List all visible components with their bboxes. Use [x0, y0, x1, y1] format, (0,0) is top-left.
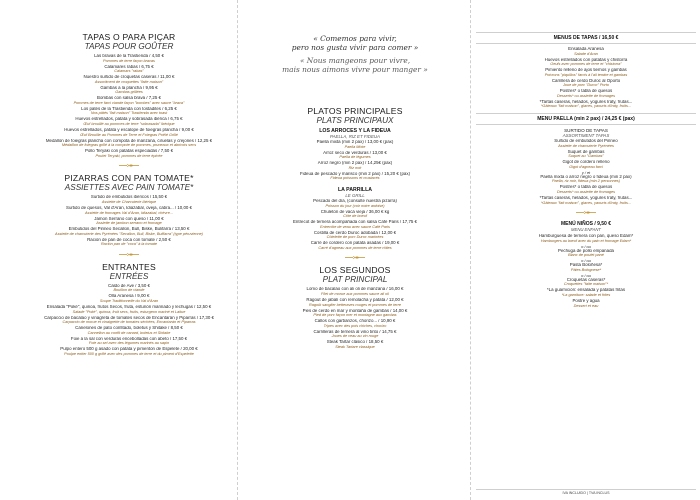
- menu-ninos-list: [476, 234, 696, 308]
- menu-item: [476, 150, 696, 159]
- menu-item: [244, 161, 466, 170]
- menu-item: [244, 220, 466, 229]
- menu-item: [476, 58, 696, 67]
- menu-item: [244, 151, 466, 160]
- menu-item-name: Costilla de cerdo Duroc adobada / 12,00 €: [313, 230, 397, 235]
- menu-item-name: Suquet de gambas: [567, 149, 605, 154]
- menu-paella-title: MENU PAELLA (min 2 pax) / 24,25 € (pax): [476, 113, 696, 125]
- menu-item-translation: Côte de boeuf: [343, 214, 367, 219]
- menu-item-translation: Ragoût sanglier betteraves rouges et pommes de terre: [308, 302, 402, 307]
- menu-item-translation: Médaillon de foiegras grillé à la compote de pommes, pruneaux et abricots secs: [61, 143, 197, 148]
- menu-item-translation: Filet de morue aux pommes sauce ali oli: [321, 292, 389, 297]
- menu-item-translation: Gambas grillées: [115, 90, 143, 95]
- menu-item-translation: Ración pan de "coca" à la tomate: [100, 242, 158, 247]
- menu-item-name: Croquetas caseras*: [566, 277, 606, 282]
- menu-item-translation: Riz noir: [348, 165, 362, 170]
- menu-item: [244, 231, 466, 240]
- menu-item: [244, 319, 466, 328]
- menu-item: [244, 172, 466, 181]
- menu-item: [18, 75, 240, 84]
- menu-item: [476, 249, 696, 258]
- menu-item: [18, 227, 240, 236]
- menu-item-name: Bombas con salsa brava / 7,25 €: [97, 96, 161, 101]
- menu-paella-list: [476, 139, 696, 169]
- menu-item-name: Ensalada Aranesa: [568, 47, 604, 51]
- menu-item-name: Pechuga de pollo empanada: [558, 248, 614, 253]
- menu-item-name: Jamon Serrano con queso / 11,00 €: [94, 216, 164, 221]
- entrantes-list: [18, 284, 240, 357]
- menu-item-translation: Poivrons "piquillos" farcis à l'ail tendre et gambas: [544, 72, 628, 77]
- arroces-subtitle: PAELLA, RIZ ET FIDEUA: [330, 134, 380, 139]
- menu-item-translation: Paella Mixte: [344, 144, 366, 149]
- menu-item: [244, 140, 466, 149]
- menu-item-name: Huevos estrellados, patata y sobrasada ibérica / 6,75 €: [75, 117, 183, 122]
- menu-item-name: Medallón de foiegras plancha con compota de manzana, ciruelas y crejones / 12,25 €: [45, 138, 213, 143]
- menu-item: [18, 54, 240, 63]
- menu-item-name: Huevos estrellados, patata y escalope de foiegras plancha / 9,00 €: [64, 128, 194, 133]
- menu-item-name: Carrillera de cerdo Duroc al Oporto: [551, 78, 621, 83]
- menu-item-translation: Assortiment de croquettes "faite maison": [94, 79, 164, 84]
- cutlery-icon: [116, 161, 142, 170]
- menu-item-name: Ensalada "Poké", quinoa, frutos Secos, fruta, esturión marinado y lechugas / 12,50 €: [46, 305, 212, 310]
- menu-item-name: Hamburguesa de ternera con pan, queso Edam*: [538, 234, 634, 239]
- menu-item-name: *Tartas caseras, helados, yogures Iraty, frutas...: [539, 99, 633, 104]
- menu-item-name: Postre y agua: [572, 299, 600, 304]
- menu-item-name: Los patés de la Trastienda con tostadites / 6,25 €: [81, 106, 177, 111]
- menu-item-translation: Poisson du jour (voir notre ardoise): [325, 203, 385, 208]
- menu-item-name: Canelones de pato confitado, boletus y Shitake / 8,50 €: [75, 326, 183, 331]
- menu-ninos-subtitle: MENU ENFANT: [571, 227, 601, 233]
- menu-item-translation: Oeufs avec pommes de terre et "chistorra": [550, 62, 622, 67]
- menu-item: [18, 326, 240, 335]
- quote-es-line-2: pero nos gusta vivir para comer »: [291, 43, 419, 52]
- menu-item-translation: Calamars "rabas": [114, 69, 144, 74]
- quote-spanish: [244, 34, 466, 52]
- principales-subtitle: PLATS PRINCIPAUX: [316, 116, 394, 125]
- tapas-list: [18, 54, 240, 158]
- menu-item-translation: Assiette de charcuterie des Pyrénées "Secallon, Bull, Biske, Bulifarra" (type péruvienne): [55, 231, 203, 236]
- menu-item-name: Paella mixta (min 2 pax) / 13,00 € (pax): [316, 140, 394, 144]
- menu-item-name: Pescado del día, (consulte nuestra pizarra): [313, 198, 397, 203]
- parrilla-subtitle: LE GRILL: [345, 192, 365, 198]
- entrantes-title: ENTRANTES: [102, 261, 156, 272]
- menu-item-name: Caldo de Ave / 3,50 €: [108, 283, 150, 288]
- tapas-subtitle: TAPAS POUR GOÛTER: [84, 42, 174, 51]
- menu-item-name: Steak Tartar clásico / 18,50 €: [326, 340, 384, 345]
- menu-item: [18, 195, 240, 204]
- menu-item: [18, 337, 240, 346]
- menu-item: [476, 263, 696, 272]
- menu-item: [244, 298, 466, 307]
- menu-item-translation: Assiette de charcuterie Pyrénées: [558, 143, 614, 148]
- menu-item-name: Chuletón de vaca vieja / 36,00 € kg: [320, 209, 390, 214]
- tapas-title: TAPAS O PARA PIÇAR: [82, 32, 176, 42]
- menu-item: [18, 316, 240, 325]
- menu-item-name: Nuestro surtido de croquetas caseras / 11,00 €: [83, 75, 175, 80]
- menu-item: [476, 175, 696, 184]
- menu-paella-list-2: [476, 175, 696, 205]
- menu-item-translation: Bouillon de viande: [113, 288, 145, 293]
- menu-tapas-title: MENUS DE TAPAS / 16,50 €: [476, 32, 696, 44]
- menu-item: [476, 100, 696, 109]
- menu-item-name: *Tartas caseras, helados, yogures Iraty, frutas...: [539, 195, 633, 200]
- menu-item-translation: Gigot d'agneau farci: [569, 164, 603, 169]
- menu-item: [476, 288, 696, 297]
- menu-item: [18, 149, 240, 158]
- menu-item-translation: Cannellon au confit de canard, boletus et Shitake: [87, 330, 171, 335]
- menu-item: [244, 330, 466, 339]
- pizarras-list: [18, 195, 240, 247]
- menu-item-translation: Paella de légumes: [339, 155, 371, 160]
- menu-item: [476, 139, 696, 148]
- menu-item-name: Surtido de embutidos ibéricos / 15,50 €: [90, 195, 168, 200]
- menu-item-translation: Steak Tartare classique: [335, 344, 375, 349]
- menu-item-translation: Joue de porc "Duroc" Porto: [563, 83, 609, 88]
- menu-item-translation: Entrecôte de veau avec sauce Café Paris: [320, 224, 390, 229]
- menu-item-translation: Tripes avec des pois chiches, chorizo: [323, 323, 387, 328]
- menu-item-translation: Croquettes "faite maison"*: [563, 282, 609, 287]
- menu-item: [476, 299, 696, 308]
- menu-item-translation: Dessert et eau: [573, 303, 599, 308]
- menu-item: [244, 309, 466, 318]
- quote-french: [244, 56, 466, 74]
- menu-item: [18, 86, 240, 95]
- menu-item-name: Postres* o tabla de quesos: [559, 185, 613, 190]
- arroces-list: [244, 140, 466, 181]
- or-separator: o / ou: [581, 259, 591, 264]
- menu-ninos-title: MENÚ NIÑOS / 9,50 €: [560, 221, 611, 228]
- menu-item-name: Pimiento relleno de ajos tiernos y gambas: [545, 68, 627, 73]
- menu-item-name: Las bravas de la Trastienda / 4,50 €: [94, 54, 164, 58]
- menu-item-translation: Pommes de terre farci viande façon "bombes" avec sauce "brava": [73, 100, 185, 105]
- menu-item-name: Carré de cordero con patata asadas / 19,00 €: [310, 241, 400, 246]
- menu-item-name: Surtido de embutidos del Pirineo: [554, 139, 618, 144]
- cutlery-icon: [342, 253, 368, 262]
- quote-fr-line-2: mais nous aimons vivre pour manger »: [282, 65, 428, 74]
- menu-item-translation: Nos pâtés "fait maison" Trastienda avec toast: [90, 111, 168, 116]
- connector-y-et: y / et: [581, 170, 591, 175]
- menu-item: [18, 65, 240, 74]
- menu-item: [18, 206, 240, 215]
- menu-item-name: Entrecot de ternera acompañada con salsa Café Paris / 17,75 €: [293, 220, 417, 225]
- pizarras-subtitle: ASSIETTES AVEC PAIN TOMATE*: [64, 183, 194, 193]
- menu-item-name: Fideua de pescado y marisco (min 2 pax) / 15,20 € (pax): [299, 171, 411, 176]
- menu-item: [244, 199, 466, 208]
- cutlery-icon: [573, 208, 599, 217]
- menu-item: [476, 160, 696, 169]
- quote-fr-line-1: « Nous mangeons pour vivre,: [299, 56, 411, 65]
- menu-item-name: Calamares rabas / 6,75 €: [104, 64, 154, 69]
- fold-line-right: [470, 0, 471, 500]
- menu-tapas-list: [476, 47, 696, 109]
- middle-column: [244, 0, 466, 500]
- menu-item-translation: Assiette de jambon serrano et fromage: [96, 221, 162, 226]
- menu-item: [244, 287, 466, 296]
- tax-footer: IVA INCLUIDO | TVA INCLUS: [476, 489, 696, 495]
- left-column: [18, 0, 240, 500]
- menu-item: [244, 340, 466, 349]
- menu-item-translation: Carré d'agneau aux pommes de terre rôties: [318, 245, 392, 250]
- surtido-tapas-heading: SURTIDO DE TAPAS: [564, 128, 608, 134]
- menu-item-translation: Blanc de poulet pané: [568, 253, 604, 258]
- menu-item-name: Olla Aranesa / 9,00 €: [108, 294, 150, 299]
- menu-item-translation: Desserts* ou assiette de fromages: [556, 93, 616, 98]
- menu-item-translation: Salade "Poké", quinoa, fruit secs, fruits, esturgeon mariné et Laitue: [72, 309, 186, 314]
- menu-item: [476, 79, 696, 88]
- menu-item: [18, 294, 240, 303]
- menu-item: [18, 128, 240, 137]
- menu-item-name: Pollo Teryaki con patatas especiadas / 7,50 €: [84, 149, 174, 154]
- menu-item-translation: Pâtes Bolognese*: [570, 267, 602, 272]
- menu-item-translation: Desserts* ou assiette de fromages: [556, 189, 616, 194]
- entrantes-subtitle: ENTRÉES: [109, 271, 149, 281]
- menu-item-name: Postres* o tabla de quesos: [559, 89, 613, 94]
- menu-item: [476, 185, 696, 194]
- menu-item: [476, 47, 696, 56]
- menu-item-name: Pulpo entero 500 g asado con patata y pimentón de Espelete / 20,00 €: [60, 347, 198, 352]
- menu-item-name: Lomo de bacalao con ali oli de manzana / 16,00 €: [306, 287, 404, 292]
- menu-item-name: *La guarnición: ensalada y patatas fritas: [546, 288, 626, 293]
- menu-item-translation: Fideua poissons et crustacés: [330, 176, 380, 181]
- menu-item: [18, 96, 240, 105]
- menu-item-name: Callos con garbanzos, chorizo... / 10,90 €: [314, 319, 396, 324]
- menu-item: [18, 305, 240, 314]
- menu-item-name: Paella mixta o arroz negro o fideua (min 2 pax): [540, 174, 632, 179]
- menu-item-translation: Assiette de fromages Val d'Aran, Idiazabal, chèvre...: [85, 210, 173, 215]
- menu-item-name: Foie a la sal con verduras encebolladas con abeto / 17,50 €: [70, 336, 188, 341]
- menu-item-name: Embutidos del Pirineo Secallon, Bull, Biske, Bulifarra / 13,50 €: [68, 227, 190, 232]
- menu-item-translation: Carpaccio de morue et vinaigrette de tomates séchées, Encantarán et Piparras: [62, 320, 196, 325]
- quote-es-line-1: « Comemos para vivir,: [313, 34, 397, 43]
- menu-item: [244, 210, 466, 219]
- menu-item-translation: Joues de veau au vin rouge: [331, 334, 379, 339]
- menu-item-translation: *La garniture: salade et frites: [561, 293, 611, 298]
- menu-item-translation: Suquet au "Gambas": [568, 154, 604, 159]
- menu-item: [18, 107, 240, 116]
- menu-item: [476, 278, 696, 287]
- menu-item-translation: Pommes de terre façon bravas: [103, 58, 155, 63]
- menu-item: [18, 238, 240, 247]
- menu-item: [244, 241, 466, 250]
- menu-item-name: Arroz negro (min 2 pax) / 14,25€ (pax): [317, 161, 393, 166]
- menu-item: [476, 196, 696, 205]
- menu-item-name: Pies de cerdo en mar y montaña de gambas / 14,00 €: [302, 308, 408, 313]
- pizarras-title: PIZARRAS CON PAN TOMATE*: [64, 173, 194, 184]
- menu-item-name: Gambas a la plancha / 9,95 €: [100, 85, 158, 90]
- principales-title: PLATOS PRINCIPALES: [307, 106, 403, 116]
- menu-item: [18, 139, 240, 148]
- menu-item-translation: Hamburgers au bœuf avec du pain et fromage Edam*: [540, 238, 632, 243]
- menu-item-translation: Salade d'Aran: [574, 51, 598, 56]
- menu-item-name: Huevos estrellados con patatas y chistorra: [544, 57, 628, 62]
- menu-item-name: Surtido de quesos, Val d'Aran, Idiazabal, oveja, cabra... / 10,00 €: [66, 205, 192, 210]
- segundos-subtitle: PLAT PRINCIPAL: [322, 275, 388, 285]
- menu-item: [18, 284, 240, 293]
- menu-item: [476, 89, 696, 98]
- right-column: [476, 0, 696, 500]
- menu-item-translation: Œuf Brouille au Pommes de Terre et Foiegras Poêlé Grillé: [80, 132, 178, 137]
- surtido-tapas-subheading: ASSORTIMENT TAPAS: [562, 133, 610, 139]
- segundos-title: LOS SEGUNDOS: [319, 265, 391, 276]
- menu-item-translation: Paella, riz noir, fideua (min 2 personnes): [552, 179, 620, 184]
- or-separator: o / ou: [581, 244, 591, 249]
- segundos-list: [244, 287, 466, 349]
- menu-item-name: Gigot de cordero relleno: [562, 160, 610, 165]
- or-separator: o / ou: [581, 273, 591, 278]
- menu-item-translation: Poulpe entier 500 g grillé avec des pommes de terre et du piment d'Espelette: [64, 351, 194, 356]
- menu-item-translation: *Gâteaux "fait maison", glaces, yaourts d'Iraty, fruits...: [540, 200, 632, 205]
- menu-item-translation: Poulet Teryaki, pommes de terre épicée: [95, 153, 163, 158]
- menu-item-translation: Soupe Traditionnelle du Val d'Aran: [99, 299, 159, 304]
- menu-item-translation: *Gâteaux "fait maison", glaces, yaourts d'Iraty, fruits...: [540, 104, 632, 109]
- menu-item-translation: Œuf brouillé au pommes de terre "sobrasada" ibérique: [83, 122, 175, 127]
- menu-item: [476, 68, 696, 77]
- menu-item: [18, 117, 240, 126]
- menu-item-translation: Pied de porc façon mer et montagne aux gambas: [313, 313, 397, 318]
- menu-item-name: Carrilleras de ternera al vino tinto / 14,75 €: [313, 329, 397, 334]
- menu-item: [18, 217, 240, 226]
- menu-item-translation: Foie au sel avec des légumes marinés au sapin: [88, 341, 170, 346]
- parrilla-title: LA PARRILLA: [337, 186, 372, 193]
- menu-item-translation: Côtelette de porc Duroc marinées: [326, 235, 384, 240]
- menu-item: [18, 347, 240, 356]
- menu-item-name: Pasta Boloñesa*: [569, 263, 603, 268]
- menu-item-name: Ración de pan de coca con tomate / 2,50 €: [87, 237, 171, 242]
- parrilla-list: [244, 199, 466, 251]
- arroces-title: LOS ARROCES Y LA FIDEUA: [319, 128, 391, 134]
- cutlery-icon: [116, 250, 142, 259]
- menu-item-translation: Assiette de Charcuterie Ibérique: [101, 199, 157, 204]
- menu-item-name: Carpaccio de bacalao y vinagreta de tomates secos de Encantarán y Piparras / 17,30 €: [44, 315, 214, 320]
- menu-item-name: Arroz seco de verduras / 13,00 €: [323, 150, 387, 155]
- menu-item-name: Ragout de jabalí con remolacha y patata / 12,00 €: [306, 298, 404, 302]
- menu-item: [476, 234, 696, 243]
